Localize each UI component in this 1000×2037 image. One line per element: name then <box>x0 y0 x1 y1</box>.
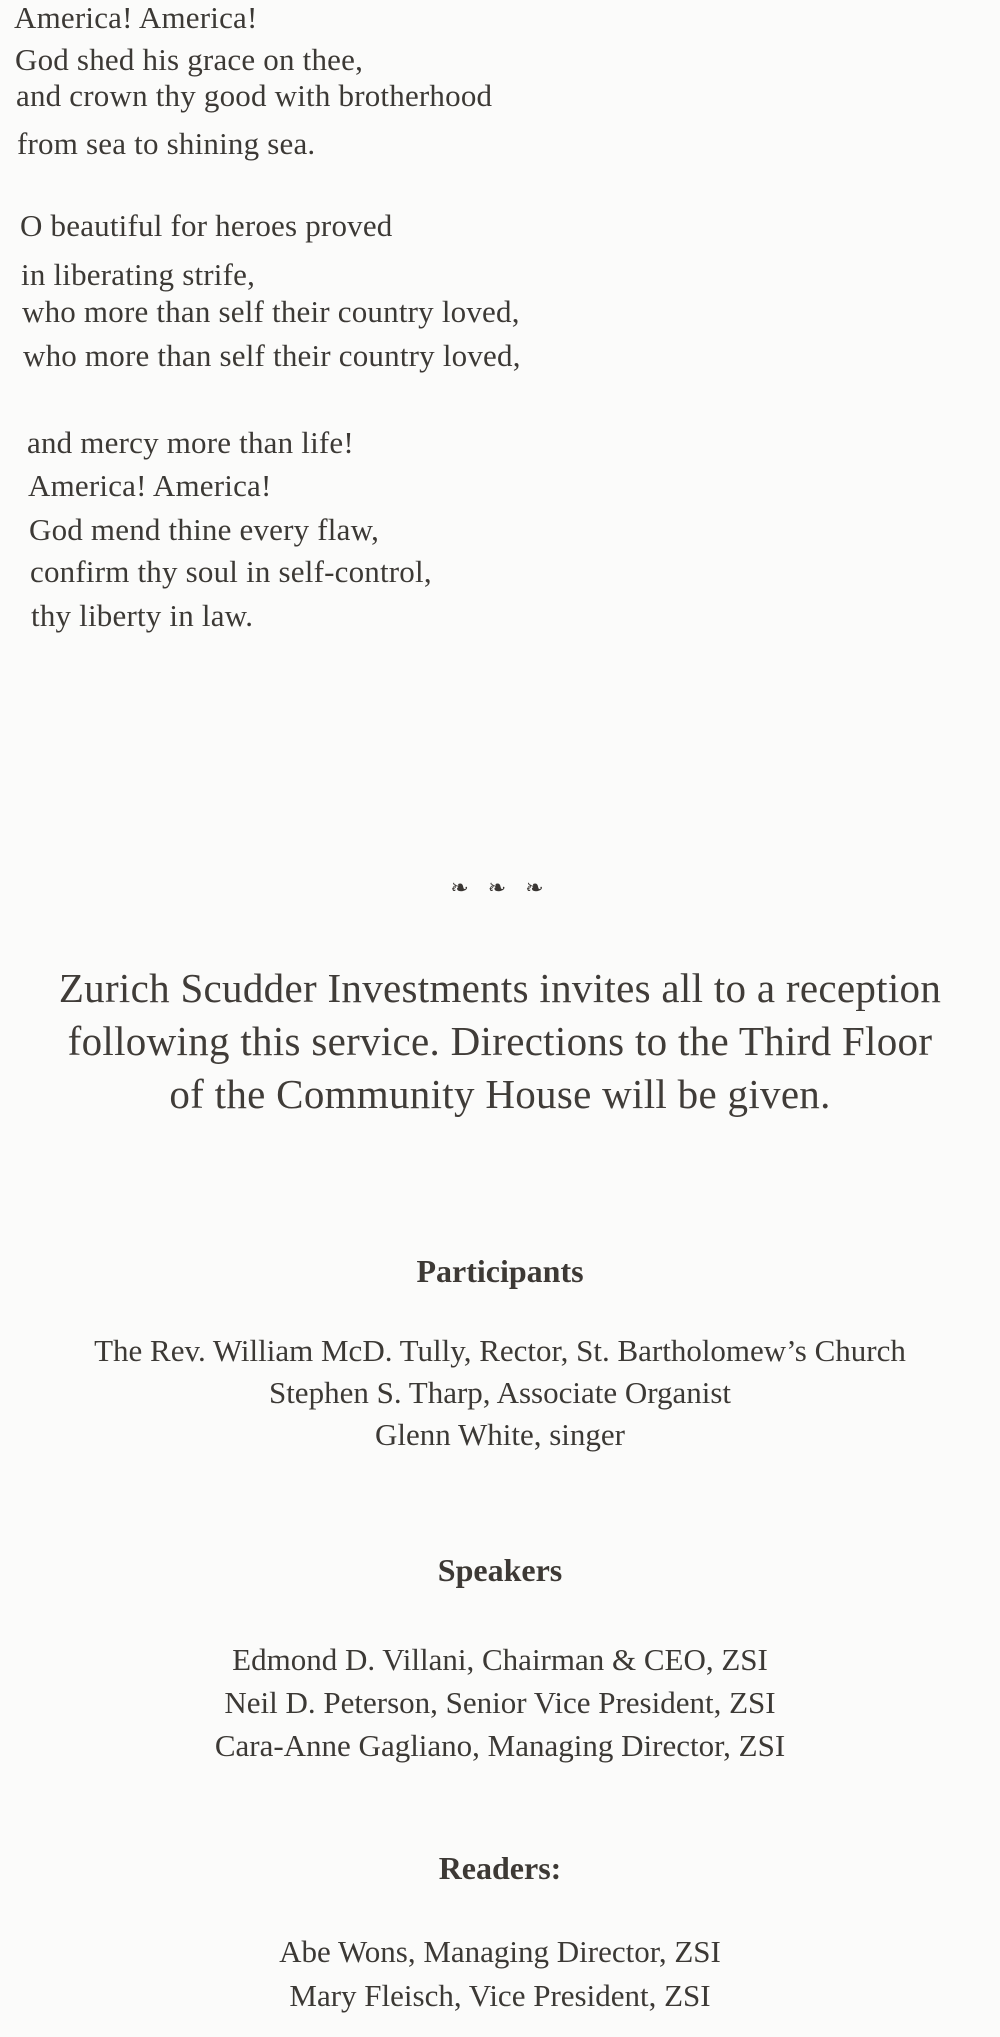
poem-line: who more than self their country loved, <box>22 294 520 329</box>
poem-line: America! America! <box>14 0 258 35</box>
speaker-entry: Cara-Anne Gagliano, Managing Director, ZSI <box>214 1728 786 1763</box>
participants-list <box>0 1330 1000 1456</box>
poem-line: who more than self their country loved, <box>23 338 521 373</box>
poem-line: from sea to shining sea. <box>17 126 316 161</box>
reception-notice <box>20 962 980 1121</box>
speaker-entry: Edmond D. Villani, Chairman & CEO, ZSI <box>232 1642 768 1677</box>
poem-line: and crown thy good with brotherhood <box>16 78 493 113</box>
participants-heading: Participants <box>416 1253 584 1289</box>
speakers-list <box>0 1638 1000 1767</box>
participant-entry: Glenn White, singer <box>375 1417 625 1452</box>
poem-line: America! America! <box>28 468 272 503</box>
speaker-entry: Neil D. Peterson, Senior Vice President, ZSI <box>224 1685 776 1720</box>
notice-line: Zurich Scudder Investments invites all to a reception <box>58 965 942 1011</box>
notice-line: following this service. Directions to the Third Floor <box>67 1018 933 1064</box>
poem-line: thy liberty in law. <box>31 598 254 633</box>
participant-entry: Stephen S. Tharp, Associate Organist <box>268 1375 732 1410</box>
poem-line: O beautiful for heroes proved <box>20 208 393 243</box>
ornament-divider: ❧ ❧ ❧ <box>450 876 550 901</box>
participant-entry: The Rev. William McD. Tully, Rector, St. Bartholomew’s Church <box>94 1333 906 1368</box>
notice-line: of the Community House will be given. <box>169 1071 831 1117</box>
speakers-heading: Speakers <box>437 1552 563 1588</box>
reader-entry: Abe Wons, Managing Director, ZSI <box>279 1934 721 1969</box>
poem-line: God shed his grace on thee, <box>15 42 364 77</box>
poem-line: and mercy more than life! <box>27 425 354 460</box>
poem-line: in liberating strife, <box>21 257 256 292</box>
reader-entry: Mary Fleisch, Vice President, ZSI <box>289 1978 711 2013</box>
poem-line: God mend thine every flaw, <box>29 512 380 547</box>
readers-heading: Readers: <box>438 1850 562 1886</box>
poem-line: confirm thy soul in self-control, <box>30 554 432 589</box>
readers-list <box>0 1930 1000 2018</box>
